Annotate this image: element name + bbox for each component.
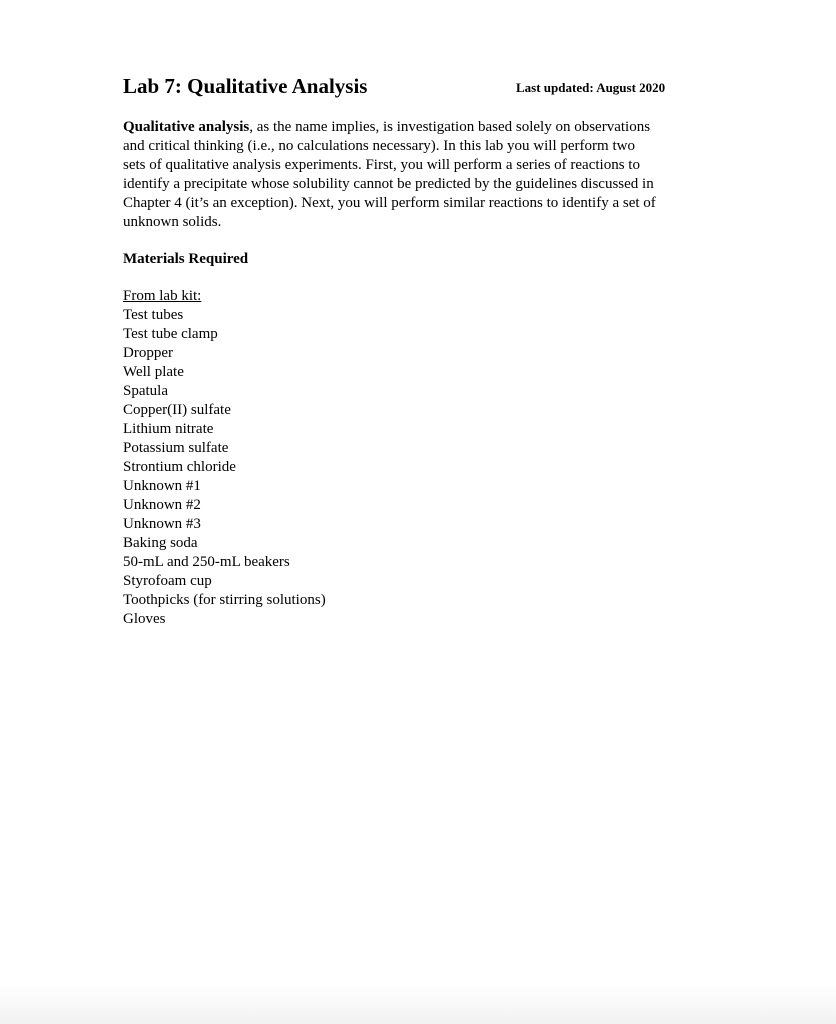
intro-line-2: and critical thinking (i.e., no calculations necessary). In this lab you will perform two <box>123 138 635 154</box>
list-item: Toothpicks (for stirring solutions) <box>123 592 326 608</box>
list-item: Styrofoam cup <box>123 573 212 589</box>
list-item: Test tube clamp <box>123 326 218 342</box>
list-item: Baking soda <box>123 535 198 551</box>
page-bottom-shadow <box>0 984 836 1024</box>
list-item: Spatula <box>123 383 168 399</box>
intro-term: Qualitative analysis <box>123 119 250 135</box>
intro-line-1-text: , as the name implies, is investigation based solely on observations <box>249 119 651 135</box>
materials-section <box>123 287 723 629</box>
intro-line-6: unknown solids. <box>123 214 222 230</box>
page-title: Lab 7: Qualitative Analysis <box>123 74 368 98</box>
list-item: Lithium nitrate <box>123 421 214 437</box>
list-item: Gloves <box>123 611 166 627</box>
materials-list <box>123 306 723 629</box>
list-item: Test tubes <box>123 307 184 323</box>
list-item: Well plate <box>123 364 184 380</box>
document-header <box>123 72 723 102</box>
list-item: Strontium chloride <box>123 459 236 475</box>
intro-line-1 <box>123 118 723 137</box>
list-item: Dropper <box>123 345 173 361</box>
list-item: Potassium sulfate <box>123 440 229 456</box>
list-item: Unknown #1 <box>123 478 201 494</box>
list-item: Unknown #3 <box>123 516 201 532</box>
last-updated-label: Last updated: August 2020 <box>516 80 666 95</box>
materials-heading: Materials Required <box>123 251 249 267</box>
intro-line-3: sets of qualitative analysis experiments. First, you will perform a series of reactions to <box>123 157 640 173</box>
list-item: Unknown #2 <box>123 497 201 513</box>
document-page <box>123 72 723 629</box>
lab-kit-label: From lab kit: <box>123 288 202 304</box>
intro-paragraph <box>123 118 723 232</box>
list-item: Copper(II) sulfate <box>123 402 231 418</box>
intro-line-4: identify a precipitate whose solubility cannot be predicted by the guidelines discussed in <box>123 176 654 192</box>
intro-line-5: Chapter 4 (it’s an exception). Next, you will perform similar reactions to identify a set of <box>123 195 656 211</box>
list-item: 50-mL and 250-mL beakers <box>123 554 290 570</box>
